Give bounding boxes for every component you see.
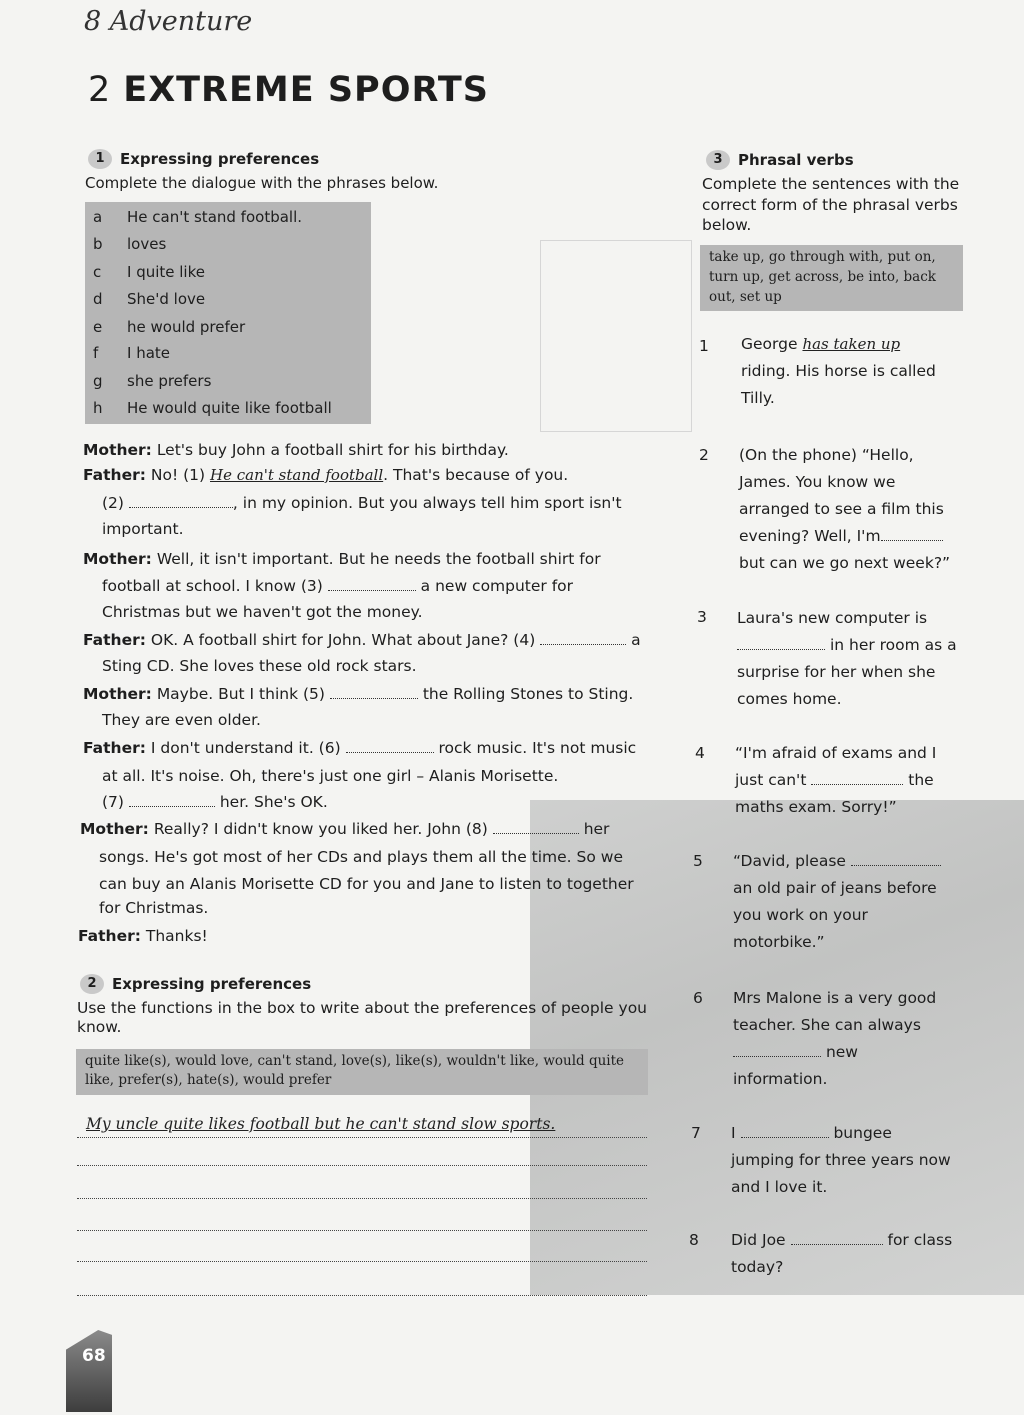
phrasal-verbs-text: out, set up [709, 289, 782, 305]
section-title: EXTREME SPORTS [123, 70, 489, 110]
dialogue-line: Mother: Let's buy John a football shirt for his birthday. [83, 441, 509, 459]
option-item: b loves [93, 235, 167, 253]
exercise3-instruction: correct form of the phrasal verbs [702, 196, 958, 214]
exercise2-instruction: know. [77, 1018, 122, 1036]
exercise-heading-text: Expressing preferences [120, 150, 320, 168]
writing-line[interactable] [77, 1136, 647, 1138]
answer-blank[interactable] [328, 578, 416, 591]
sentence-item: (On the phone) “Hello, James. You know we arranged to see a film this evening? Well, I'm but can we go next week?” [739, 446, 951, 572]
item-number: 2 [699, 446, 709, 464]
sentence-item: Did Joe for class today? [731, 1231, 953, 1276]
exercise3-instruction: below. [702, 216, 752, 234]
answer-blank[interactable] [129, 495, 233, 508]
page-title [88, 70, 489, 110]
exercise1-instruction: Complete the dialogue with the phrases below. [85, 174, 439, 192]
dialogue-line: Sting CD. She loves these old rock stars. [102, 657, 417, 675]
item-number: 5 [693, 852, 703, 870]
functions-text: like, prefer(s), hate(s), would prefer [85, 1072, 332, 1088]
sentence-item: George has taken up riding. His horse is called Tilly. [741, 335, 936, 407]
writing-line[interactable] [77, 1260, 647, 1262]
dialogue-line: for Christmas. [99, 899, 209, 917]
item-number: 7 [691, 1124, 701, 1142]
handwritten-answer: My uncle quite likes football but he can't stand slow sports. [86, 1115, 556, 1133]
dialogue-line: They are even older. [102, 711, 261, 729]
functions-text: quite like(s), would love, can't stand, love(s), like(s), wouldn't like, would quite [85, 1053, 625, 1069]
dialogue-line: can buy an Alanis Morisette CD for you and Jane to listen to together [99, 875, 634, 893]
answer-blank[interactable] [733, 1044, 821, 1057]
dialogue-line: Father: Thanks! [78, 927, 208, 945]
dialogue-line: important. [102, 520, 184, 538]
exercise2-instruction: Use the functions in the box to write about the preferences of people you [77, 999, 647, 1017]
dialogue-line: Father: No! (1) He can't stand football. That's because of you. [83, 466, 569, 484]
sentence-item: “David, please an old pair of jeans before you work on your motorbike.” [733, 848, 941, 956]
section-number: 2 [88, 70, 112, 110]
page-number-tab [66, 1330, 112, 1412]
faint-illustration [540, 240, 692, 432]
exercise-heading-text: Expressing preferences [112, 975, 312, 993]
sentence-item: Mrs Malone is a very good teacher. She can always new information. [733, 989, 937, 1088]
option-item: e he would prefer [93, 318, 246, 336]
option-item: d She'd love [93, 290, 206, 308]
item-number: 1 [699, 337, 709, 355]
dialogue-line: (2) , in my opinion. But you always tell him sport isn't [102, 494, 622, 512]
writing-line[interactable] [77, 1294, 647, 1296]
functions-box [76, 1049, 648, 1095]
exercise-number-badge: 2 [80, 974, 104, 994]
option-item: a He can't stand football. [93, 208, 303, 226]
dialogue-line: football at school. I know (3) a new computer for [102, 577, 574, 595]
exercise1-heading [88, 149, 319, 169]
phrasal-verbs-text: turn up, get across, be into, back [709, 269, 936, 285]
sentence-item: Laura's new computer is in her room as a surprise for her when she comes home. [737, 609, 957, 708]
dialogue-line: Christmas but we haven't got the money. [102, 603, 423, 621]
answer-blank[interactable] [851, 853, 941, 866]
item-number: 4 [695, 744, 705, 762]
handwritten-answer: has taken up [802, 335, 901, 353]
answer-blank[interactable] [129, 794, 215, 807]
dialogue-line: at all. It's noise. Oh, there's just one girl – Alanis Morisette. [102, 767, 559, 785]
phrasal-verbs-box [700, 245, 963, 311]
dialogue-line: songs. He's got most of her CDs and plays them all the time. So we [99, 848, 623, 866]
answer-blank[interactable] [540, 632, 626, 645]
options-box [85, 202, 371, 424]
writing-line[interactable] [77, 1197, 647, 1199]
dialogue-line: Father: OK. A football shirt for John. What about Jane? (4) a [83, 631, 641, 649]
option-item: c I quite like [93, 263, 205, 281]
dialogue-line: (7) her. She's OK. [102, 793, 328, 811]
answer-blank[interactable] [791, 1232, 883, 1245]
answer-blank[interactable] [811, 772, 903, 785]
answer-blank[interactable] [737, 637, 825, 650]
option-item: g she prefers [93, 372, 212, 390]
dialogue-line: Mother: Maybe. But I think (5) the Rolling Stones to Sting. [83, 685, 634, 703]
dialogue-line: Mother: Really? I didn't know you liked her. John (8) her [80, 820, 610, 838]
exercise-number-badge: 1 [88, 149, 112, 169]
page-number: 68 [82, 1346, 106, 1366]
sentence-item: “I'm afraid of exams and I just can't the maths exam. Sorry!” [735, 744, 937, 816]
writing-line[interactable] [77, 1229, 647, 1231]
writing-line[interactable] [77, 1164, 647, 1166]
exercise3-instruction: Complete the sentences with the [702, 175, 960, 193]
item-number: 3 [697, 608, 707, 626]
exercise2-heading [80, 974, 311, 994]
answer-blank[interactable] [493, 821, 579, 834]
exercise3-heading [706, 150, 854, 170]
sentence-item: I bungee jumping for three years now and I love it. [731, 1124, 951, 1196]
exercise-number-badge: 3 [706, 150, 730, 170]
answer-blank[interactable] [330, 686, 418, 699]
answer-blank[interactable] [346, 740, 434, 753]
option-item: f I hate [93, 344, 171, 362]
dialogue-line: Father: I don't understand it. (6) rock music. It's not music [83, 739, 637, 757]
item-number: 6 [693, 989, 703, 1007]
unit-header: 8 Adventure [84, 6, 253, 37]
answer-blank[interactable] [881, 528, 943, 541]
answer-blank[interactable] [741, 1125, 829, 1138]
dialogue-line: Mother: Well, it isn't important. But he needs the football shirt for [83, 550, 601, 568]
exercise-heading-text: Phrasal verbs [738, 151, 854, 169]
handwritten-answer: He can't stand football [210, 466, 384, 484]
phrasal-verbs-text: take up, go through with, put on, [709, 249, 936, 265]
option-item: h He would quite like football [93, 399, 332, 417]
item-number: 8 [689, 1231, 699, 1249]
